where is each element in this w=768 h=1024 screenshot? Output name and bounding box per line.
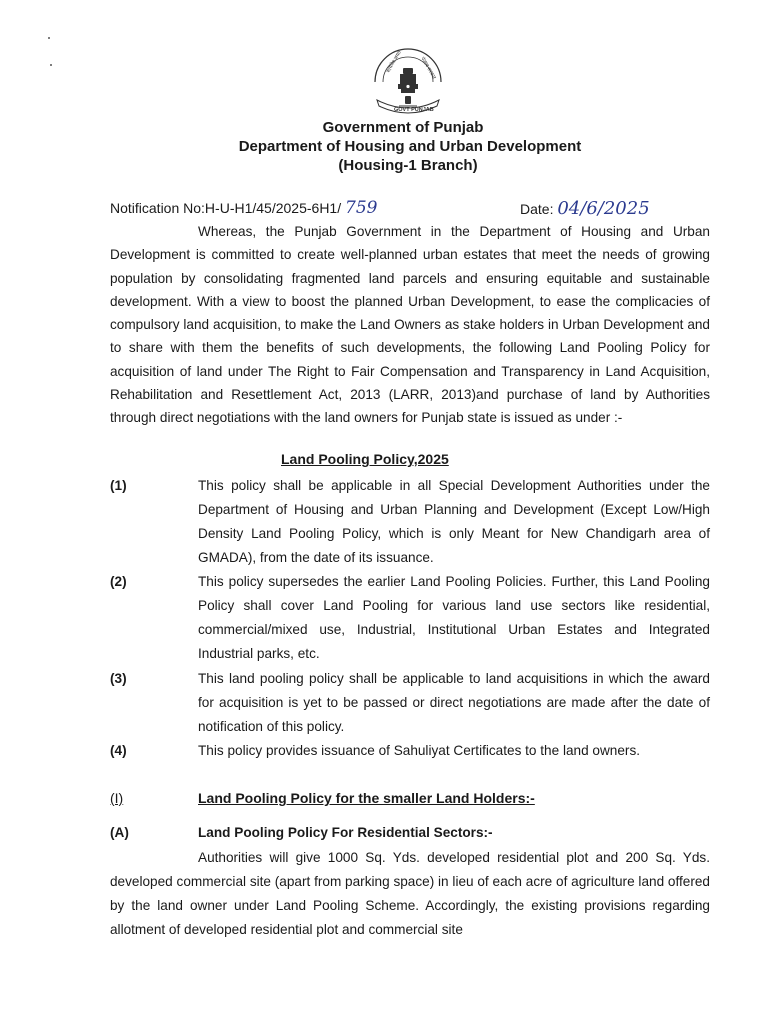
item-text: This land pooling policy shall be applicable to land acquisitions in which the award for acquisition is yet to be passed or direct negotiations are made after the date of notification of this policy.	[198, 671, 710, 734]
handwritten-date: 04/6/2025	[557, 198, 650, 219]
intro-paragraph: Whereas, the Punjab Government in the Department of Housing and Urban Development is committed to create well-planned urban estates that meet the needs of growing population by consolidating fragmented land parcels and ensuring equitable and sustainable development. With a view to boost the planned Urban Development, to ease the complicacies of compulsory land acquisition, to make the Land Owners as stake holders in Urban Development and to share with them the benefits of such developments, the following Land Pooling Policy for acquisition of land under The Right to Fair Compensation and Transparency in Land Acquisition, Rehabilitation and Resettlement Act, 2013 (LARR, 2013)and purchase of land by Authorities through direct negotiations with the land owners for Punjab state is issued as under :-	[110, 224, 710, 426]
section-title-tail: :-	[525, 790, 535, 806]
item-number: (1)	[110, 478, 127, 493]
item-number: (3)	[110, 671, 127, 686]
item-text: This policy provides issuance of Sahuliyat Certificates to the land owners.	[198, 743, 641, 758]
item-number: (4)	[110, 743, 127, 758]
section-number: (I)	[110, 790, 124, 806]
government-emblem-icon	[363, 42, 453, 120]
section-heading-smaller-holders	[110, 790, 535, 806]
header-department: Department of Housing and Urban Development	[238, 138, 582, 155]
item-text: This policy shall be applicable in all Special Development Authorities under the Department of Housing and Urban Planning and Development (Except Low/High Density Land Pooling Policy, which is only Meant for New Chandigarh area of GMADA), from the date of its issuance.	[198, 478, 710, 565]
notification-number	[110, 198, 377, 218]
subsection-title: Land Pooling Policy For Residential Sectors:-	[198, 825, 493, 840]
subsection-number: (A)	[110, 825, 129, 840]
section-title-text: Land Pooling Policy for the smaller Land Holders	[198, 790, 526, 806]
section-title	[198, 790, 535, 806]
item-number: (2)	[110, 574, 127, 589]
residential-paragraph: Authorities will give 1000 Sq. Yds. developed residential plot and 200 Sq. Yds. developed commercial site (apart from parking space) in lieu of each acre of agriculture land offered by the land owner under Land Pooling Scheme. Accordingly, the existing provisions regarding allotment of developed residential plot and commercial site	[110, 850, 710, 937]
handwritten-number: 759	[345, 198, 378, 218]
emblem-text-right: पंजाब सरकार	[419, 56, 437, 81]
item-text: This policy supersedes the earlier Land Pooling Policies. Further, this Land Pooling Policy shall cover Land Pooling for various land use sectors like residential, commercial/mixed use, Industrial, Institutional Urban Estates and Integrated Industrial parks, etc.	[198, 574, 710, 661]
header-branch: (Housing-1 Branch)	[338, 157, 478, 174]
emblem-text-left: सत्यमेव जयते	[385, 49, 403, 74]
emblem-banner: GOVT PUNJAB	[394, 107, 434, 113]
scan-speck	[50, 64, 52, 66]
policy-title: Land Pooling Policy,2025	[281, 451, 449, 467]
letterhead	[0, 118, 768, 175]
header-government: Government of Punjab	[322, 119, 484, 136]
scan-speck	[48, 37, 50, 39]
notification-label: Notification No:H-U-H1/45/2025-6H1/	[110, 200, 342, 216]
notification-date	[520, 198, 650, 219]
subsection-heading-residential	[110, 825, 493, 840]
date-label: Date:	[520, 201, 554, 217]
